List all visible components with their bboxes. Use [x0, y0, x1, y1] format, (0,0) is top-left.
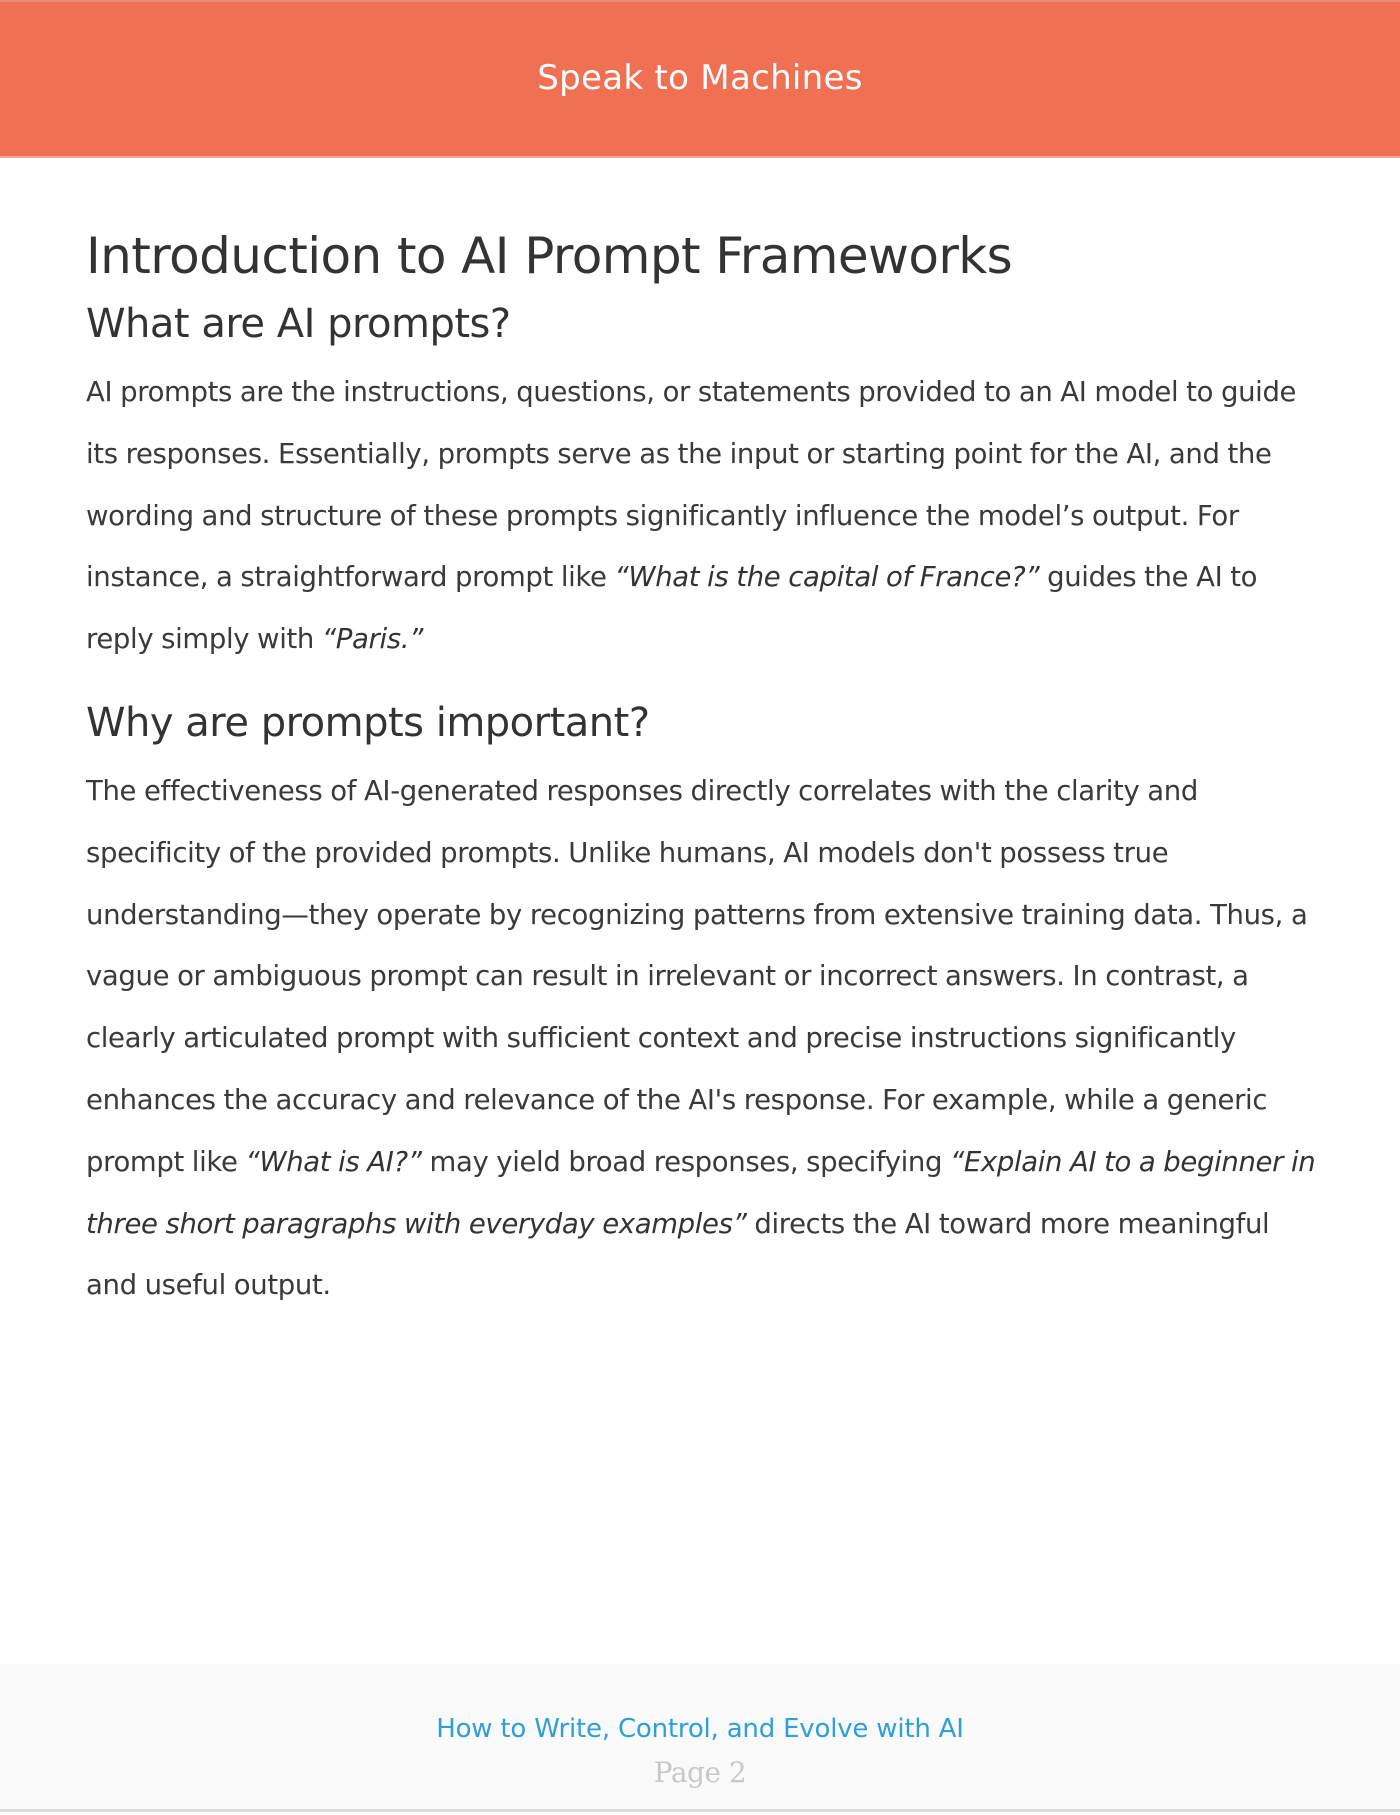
example-prompt-quote: “What is AI?”	[245, 1145, 422, 1178]
document-title: Introduction to AI Prompt Frameworks	[86, 227, 1013, 285]
footer-book-title: How to Write, Control, and Evolve with AI	[436, 1714, 964, 1744]
section-heading: What are AI prompts?	[86, 301, 511, 347]
paragraph-text: may yield broad responses, specifying	[421, 1145, 950, 1178]
page-number: Page 2	[653, 1756, 747, 1789]
section-paragraph	[86, 761, 1326, 1317]
example-prompt-quote: “What is the capital of France?”	[614, 561, 1040, 594]
paragraph-text: guides the AI to reply simply with	[86, 561, 1258, 656]
document-content	[86, 218, 1326, 1317]
header-title: Speak to Machines	[537, 58, 863, 98]
paragraph-text: The effectiveness of AI-generated responses directly correlates with the clarity and specificity of the provided prompts. Unlike humans, AI models don't possess true understanding—they operate by recognizing patterns from extensive training data. Thus, a vague or ambiguous prompt can result in irrelevant or incorrect answers. In contrast, a clearly articulated prompt with sufficient context and precise instructions significantly enhances the accuracy and relevance of the AI's response. For example, while a generic prompt like	[86, 774, 1308, 1178]
paragraph-text: AI prompts are the instructions, questions, or statements provided to an AI model to guide its responses. Essentially, prompts serve as the input or starting point for the AI, and the wording and structure of these prompts significantly influence the model’s output. For instance, a straightforward prompt like	[86, 376, 1297, 594]
page-header	[0, 0, 1400, 158]
example-prompt-quote: “Explain AI to a beginner in three short paragraphs with everyday examples”	[86, 1145, 1316, 1240]
page-footer	[0, 1664, 1400, 1812]
section-why-prompts-important	[86, 693, 1326, 1317]
section-what-are-prompts	[86, 294, 1326, 671]
section-paragraph	[86, 362, 1326, 671]
example-response-quote: “Paris.”	[321, 623, 424, 656]
section-heading: Why are prompts important?	[86, 699, 650, 746]
paragraph-text: directs the AI toward more meaningful and useful output.	[86, 1207, 1270, 1302]
